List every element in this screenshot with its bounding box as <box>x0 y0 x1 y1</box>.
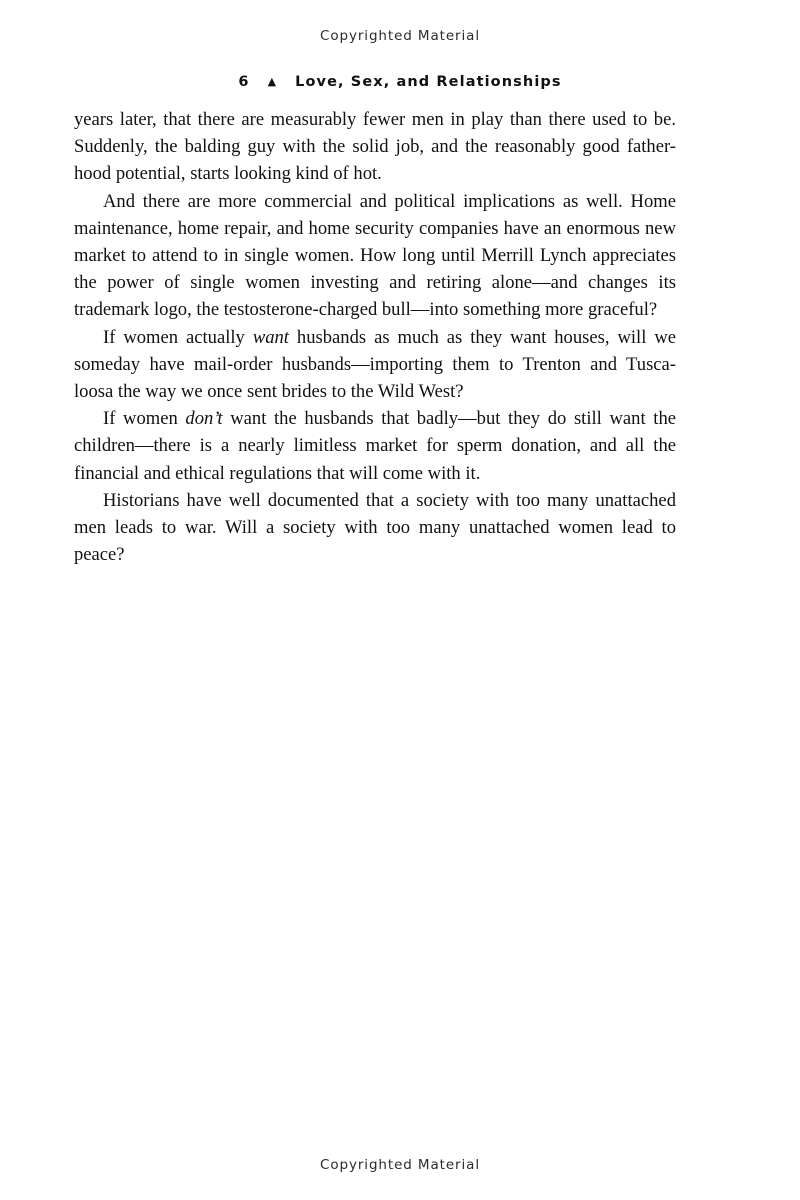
running-head <box>0 74 800 90</box>
body-text <box>74 106 676 568</box>
triangle-ornament-icon: ▲ <box>267 74 278 88</box>
chapter-title: Love, Sex, and Relationships <box>295 74 562 90</box>
page-number: 6 <box>238 74 250 90</box>
copyright-watermark-bottom: Copyrighted Material <box>320 1157 480 1173</box>
paragraph: If women don’t want the husbands that badly—but they do still want the children—there is a nearly limitless market for sperm donation, and all the financial and ethical regulations that will come with it. <box>74 408 676 484</box>
paragraph: years later, that there are measurably fewer men in play than there used to be. Suddenly, the balding guy with the solid job, and the reasonably good father-hood potential, starts looking kind of hot. <box>74 109 676 185</box>
paragraph: Historians have well documented that a society with too many unattached men leads to war. Will a society with too many unattached women lead to peace? <box>74 489 676 566</box>
copyright-watermark-top: Copyrighted Material <box>320 28 480 44</box>
paragraph: If women actually want husbands as much as they want houses, will we someday have mail-order husbands—importing them to Trenton and Tusca-loosa the way we once sent brides to the Wild West? <box>74 326 677 403</box>
paragraph: And there are more commercial and political implications as well. Home maintenance, home repair, and home security companies have an enormous new market to attend to in single women. How long until Merrill Lynch appreciates the power of single women investing and retiring alone—and changes its trademark logo, the testosterone-charged bull—into something more graceful? <box>74 190 676 321</box>
